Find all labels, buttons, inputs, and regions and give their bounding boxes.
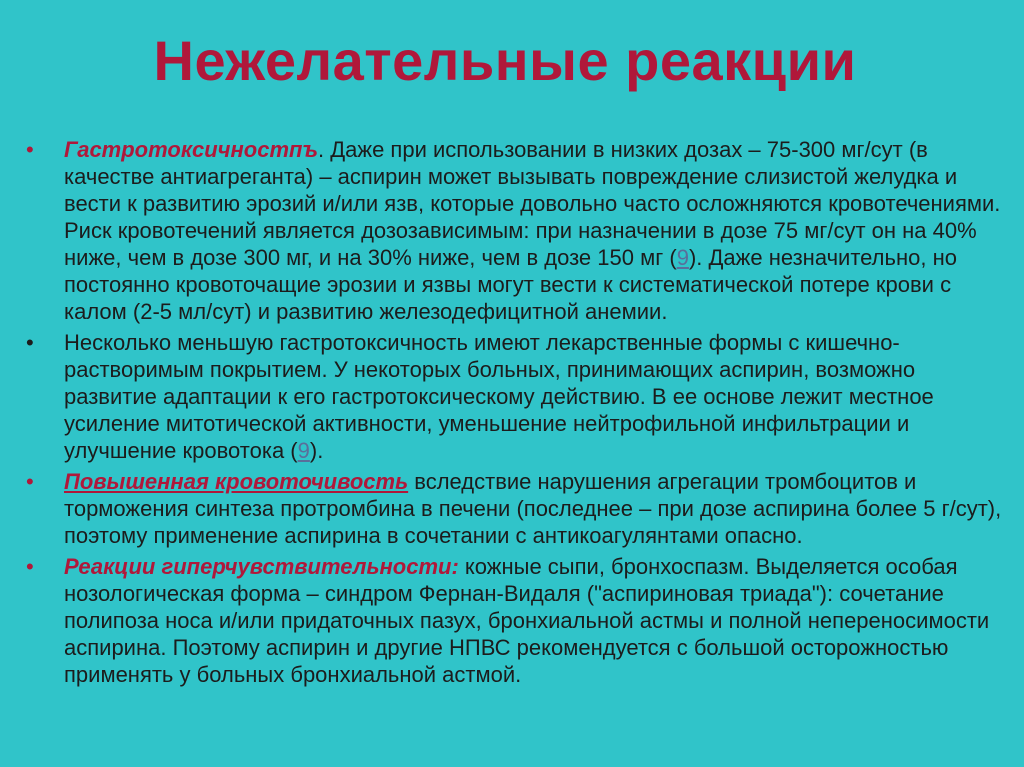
bullet-text bbox=[64, 329, 1004, 464]
bullet-body-continued: ). Даже незначительно, но постоянно кровоточащие эрозии и язвы могут вести к систематической потере крови с калом (2-5 мл/сут) и развитию железодефицитной анемии. bbox=[64, 245, 957, 324]
bullet-text bbox=[64, 468, 1004, 549]
bullet-body: Несколько меньшую гастротоксичность имеют лекарственные формы с кишечно-растворимым покрытием. У некоторых больных, принимающих аспирин, возможно развитие адаптации к его гастротоксическому действию. В ее основе лежит местное усиление митотической активности, уменьшение нейтрофильной инфильтрации и улучшение кровотока ( bbox=[64, 330, 934, 463]
bullet-dot-icon: • bbox=[26, 137, 34, 162]
bullet-dot-icon: • bbox=[26, 330, 34, 355]
reference-link[interactable]: 9 bbox=[297, 438, 310, 463]
bullet-gastrotoxicity bbox=[24, 136, 1004, 325]
bullet-enteric-coating bbox=[24, 329, 1004, 464]
bullet-text bbox=[64, 136, 1004, 325]
term-bleeding: Повышенная кровоточивость bbox=[64, 469, 409, 494]
bullet-dot-icon: • bbox=[26, 554, 34, 579]
bullet-body: вследствие нарушения агрегации тромбоцитов и торможения синтеза протромбина в печени (последнее – при дозе аспирина более 5 г/сут), поэтому применение аспирина в сочетании с антикоагулянтами опасно. bbox=[64, 469, 1002, 548]
bullet-dot-icon: • bbox=[26, 469, 34, 494]
bullet-list bbox=[24, 136, 1004, 692]
bullet-hypersensitivity bbox=[24, 553, 1004, 688]
reference-link[interactable]: 9 bbox=[676, 245, 689, 270]
bullet-text bbox=[64, 553, 1004, 688]
slide-title: Нежелательные реакции bbox=[153, 29, 857, 92]
bullet-body: . Даже при использовании в низких дозах – 75-300 мг/сут (в качестве антиагреганта) – аспирин может вызывать повреждение слизистой желудка и вести к развитию эрозий и/или язв, которые довольно часто осложняются кровотечениями. Риск кровотечений является дозозависимым: при назначении в дозе 75 мг/сут он на 40% ниже, чем в дозе 300 мг, и на 30% ниже, чем в дозе 150 мг ( bbox=[64, 137, 1001, 270]
bullet-bleeding bbox=[24, 468, 1004, 549]
term-gastrotoxicity: Гастротоксичностпъ bbox=[64, 137, 318, 162]
bullet-body-continued: ). bbox=[309, 438, 324, 463]
term-hypersensitivity: Реакции гиперчувствительности: bbox=[64, 554, 459, 579]
bullet-body: кожные сыпи, бронхоспазм. Выделяется особая нозологическая форма – синдром Фернан-Видаля ("аспириновая триада"): сочетание полипоза носа и/или придаточных пазух, бронхиальной астмы и полной непереносимости аспирина. Поэтому аспирин и другие НПВС рекомендуется с большой осторожностью применять у больных бронхиальной астмой. bbox=[64, 554, 990, 687]
